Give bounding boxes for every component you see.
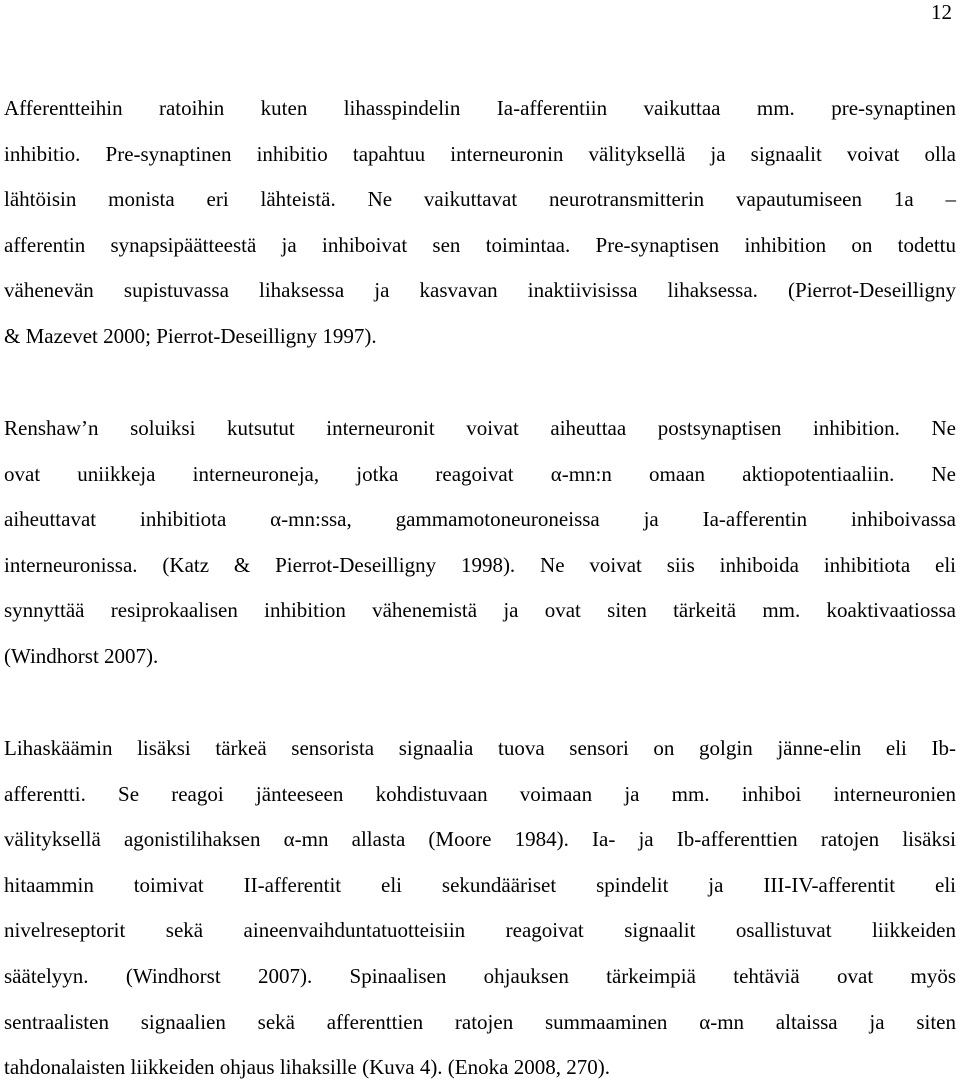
- text-line: nivelreseptorit sekä aineenvaihduntatuotteisiin reagoivat signaalit osallistuvat liikkeiden: [4, 918, 956, 943]
- text-line: inhibitio. Pre-synaptinen inhibitio tapahtuu interneuronin välityksellä ja signaalit voivat olla: [4, 141, 956, 166]
- text-line: Afferentteihin ratoihin kuten lihasspindelin Ia-afferentiin vaikuttaa mm. pre-synaptinen: [4, 96, 956, 120]
- text-line: lähtöisin monista eri lähteistä. Ne vaikuttavat neurotransmitterin vapautumiseen 1a –: [4, 187, 956, 212]
- text-line: Renshaw’n soluiksi kutsutut interneuronit voivat aiheuttaa postsynaptisen inhibition. Ne: [4, 416, 956, 440]
- text-line: synnyttää resiprokaalisen inhibition vähenemistä ja ovat siten tärkeitä mm. koaktivaatiossa: [4, 598, 956, 623]
- text-line: sentraalisten signaalien sekä afferenttien ratojen summaaminen α-mn altaissa ja siten: [4, 1009, 956, 1034]
- paragraph-golgi-tendon-organ: [4, 726, 956, 1091]
- paragraph-renshaw-cells: [4, 406, 956, 680]
- text-line: hitaammin toimivat II-afferentit eli sekundääriset spindelit ja III-IV-afferentit eli: [4, 872, 956, 897]
- text-line: aiheuttavat inhibitiota α-mn:ssa, gammamotoneuroneissa ja Ia-afferentin inhiboivassa: [4, 507, 956, 532]
- text-line: interneuronissa. (Katz & Pierrot-Deseilligny 1998). Ne voivat siis inhiboida inhibitiota eli: [4, 552, 956, 577]
- text-line: afferentin synapsipäätteestä ja inhiboivat sen toimintaa. Pre-synaptisen inhibition on todettu: [4, 232, 956, 257]
- page-number: 12: [931, 0, 952, 24]
- text-line: ovat uniikkeja interneuroneja, jotka reagoivat α-mn:n omaan aktiopotentiaaliin. Ne: [4, 461, 956, 486]
- paragraph-presynaptic-inhibition: [4, 86, 956, 360]
- text-line: Lihaskäämin lisäksi tärkeä sensorista signaalia tuova sensori on golgin jänne-elin eli Ib-: [4, 736, 956, 760]
- text-line: tahdonalaisten liikkeiden ohjaus lihaksille (Kuva 4). (Enoka 2008, 270).: [4, 1055, 610, 1080]
- text-line: & Mazevet 2000; Pierrot-Deseilligny 1997).: [4, 323, 377, 348]
- text-line: afferentti. Se reagoi jänteeseen kohdistuvaan voimaan ja mm. inhiboi interneuronien: [4, 781, 956, 806]
- text-line: säätelyyn. (Windhorst 2007). Spinaalisen ohjauksen tärkeimpiä tehtäviä ovat myös: [4, 963, 956, 988]
- text-line: vähenevän supistuvassa lihaksessa ja kasvavan inaktiivisissa lihaksessa. (Pierrot-Deseilligny: [4, 278, 956, 303]
- text-line: välityksellä agonistilihaksen α-mn allasta (Moore 1984). Ia- ja Ib-afferenttien ratojen lisäksi: [4, 827, 956, 852]
- text-line: (Windhorst 2007).: [4, 643, 159, 668]
